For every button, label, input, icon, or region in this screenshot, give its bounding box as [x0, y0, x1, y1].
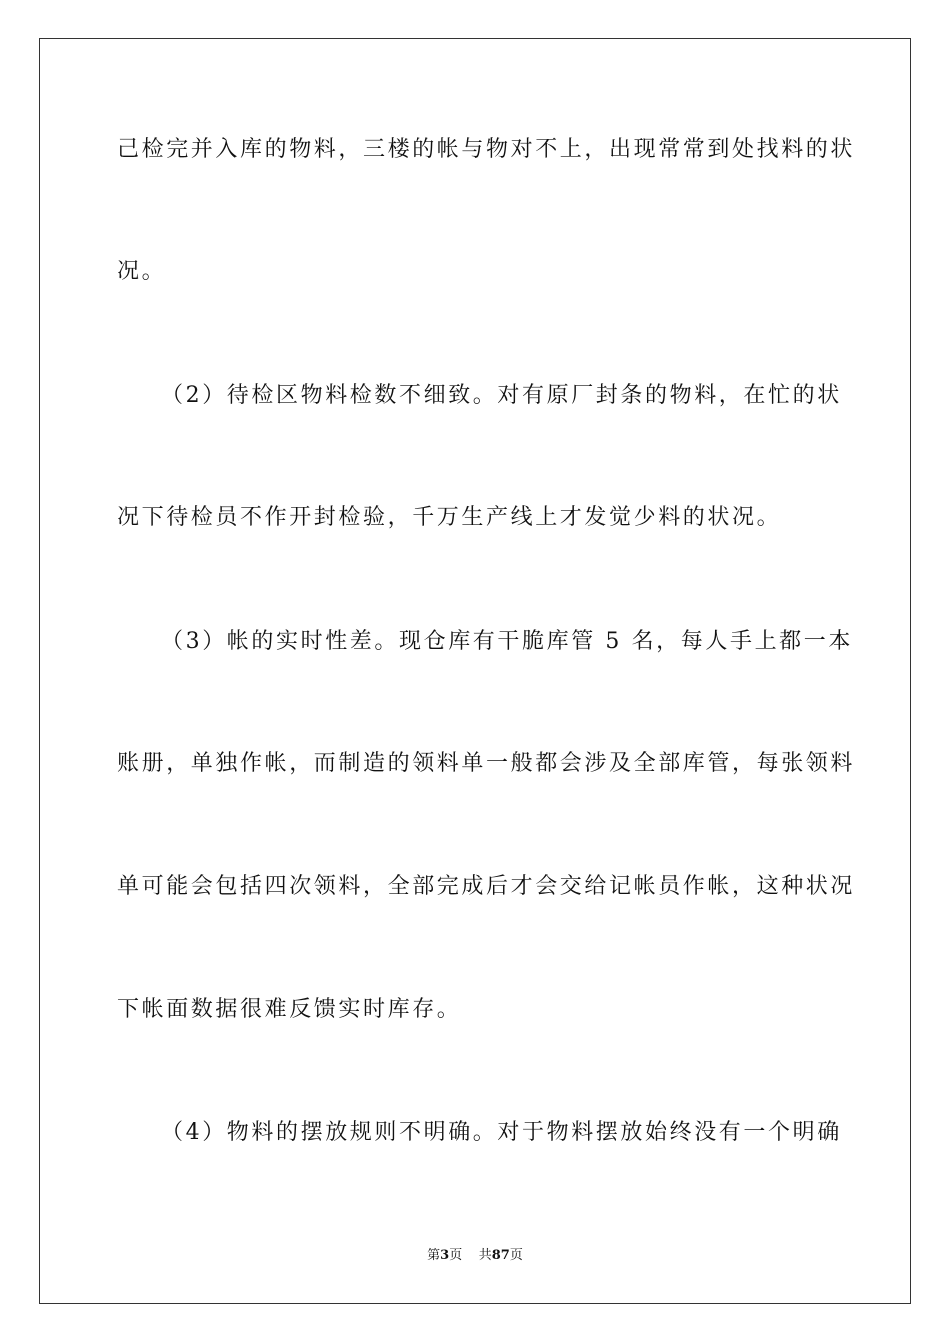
paragraph-3-line-1: （3）帐的实时性差。现仓库有干脆库管 5 名，每人手上都一本 — [161, 629, 853, 654]
footer-total-pages: 87 — [491, 1248, 510, 1263]
page-border — [39, 38, 911, 1304]
paragraph-2-line-2: 况下待检员不作开封检验，千万生产线上才发觉少料的状况。 — [117, 505, 782, 530]
page-footer — [0, 1247, 950, 1265]
paragraph-1-line-1: 己检完并入库的物料，三楼的帐与物对不上，出现常常到处找料的状 — [117, 137, 856, 162]
paragraph-3-line-2: 账册，单独作帐，而制造的领料单一般都会涉及全部库管，每张领料 — [117, 751, 856, 776]
paragraph-3-line-4: 下帐面数据很难反馈实时库存。 — [117, 997, 462, 1022]
paragraph-4-line-1: （4）物料的摆放规则不明确。对于物料摆放始终没有一个明确 — [161, 1120, 842, 1145]
footer-page-prefix: 第 — [427, 1248, 441, 1263]
footer-page-suffix: 页 — [449, 1248, 463, 1263]
footer-total-prefix: 共 — [478, 1248, 492, 1263]
paragraph-2-line-1: （2）待检区物料检数不细致。对有原厂封条的物料，在忙的状 — [161, 383, 842, 408]
paragraph-3-line-3: 单可能会包括四次领料，全部完成后才会交给记帐员作帐，这种状况 — [117, 874, 856, 899]
paragraph-1-line-2: 况。 — [117, 259, 167, 284]
footer-total-suffix: 页 — [509, 1248, 523, 1263]
footer-page-number: 3 — [440, 1248, 450, 1263]
